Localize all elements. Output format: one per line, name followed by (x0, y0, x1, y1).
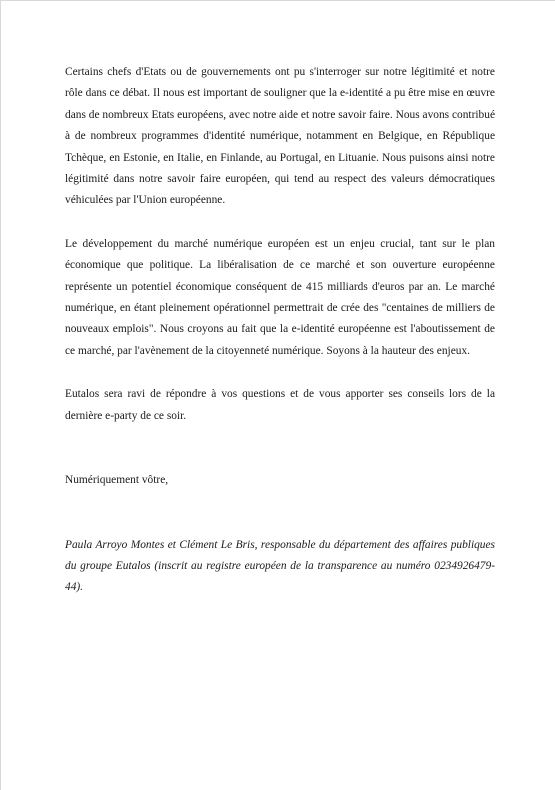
closing-salutation: Numériquement vôtre, (65, 474, 169, 487)
paragraph-digital-market: Le développement du marché numérique européen est un enjeu crucial, tant sur le plan économique que politique. La libéralisation de ce marché et son ouverture européenne représente un potentiel économique conséquent de 415 milliards d'euros par an. Le marché numérique, en étant pleinement opérationnel permettrait de crée des "centaines de milliers de nouveaux emplois". Nous croyons au fait que la e-identité européenne est l'aboutissement de ce marché, par l'avènement de la citoyenneté numérique. Soyons à la hauteur des enjeux. (65, 237, 495, 357)
paragraph-eutalos-offer: Eutalos sera ravi de répondre à vos questions et de vous apporter ses conseils lors de la dernière e-party de ce soir. (65, 388, 495, 422)
letter-body (65, 62, 495, 599)
paragraph-legitimacy: Certains chefs d'Etats ou de gouvernements ont pu s'interroger sur notre légitimité et notre rôle dans ce débat. Il nous est important de souligner que la e-identité a pu être mise en œuvre dans de nombreux Etats européens, avec notre aide et notre savoir faire. Nous avons contribué à de nombreux programmes d'identité numérique, notamment en Belgique, en République Tchèque, en Estonie, en Italie, en Finlande, au Portugal, en Lituanie. Nous puisons ainsi notre légitimité dans notre savoir faire européen, qui tend au respect des valeurs démocratiques véhiculées par l'Union européenne. (65, 66, 495, 207)
signature-block: Paula Arroyo Montes et Clément Le Bris, responsable du département des affaires publiques du groupe Eutalos (inscrit au registre européen de la transparence au numéro 0234926479-44). (65, 538, 495, 594)
